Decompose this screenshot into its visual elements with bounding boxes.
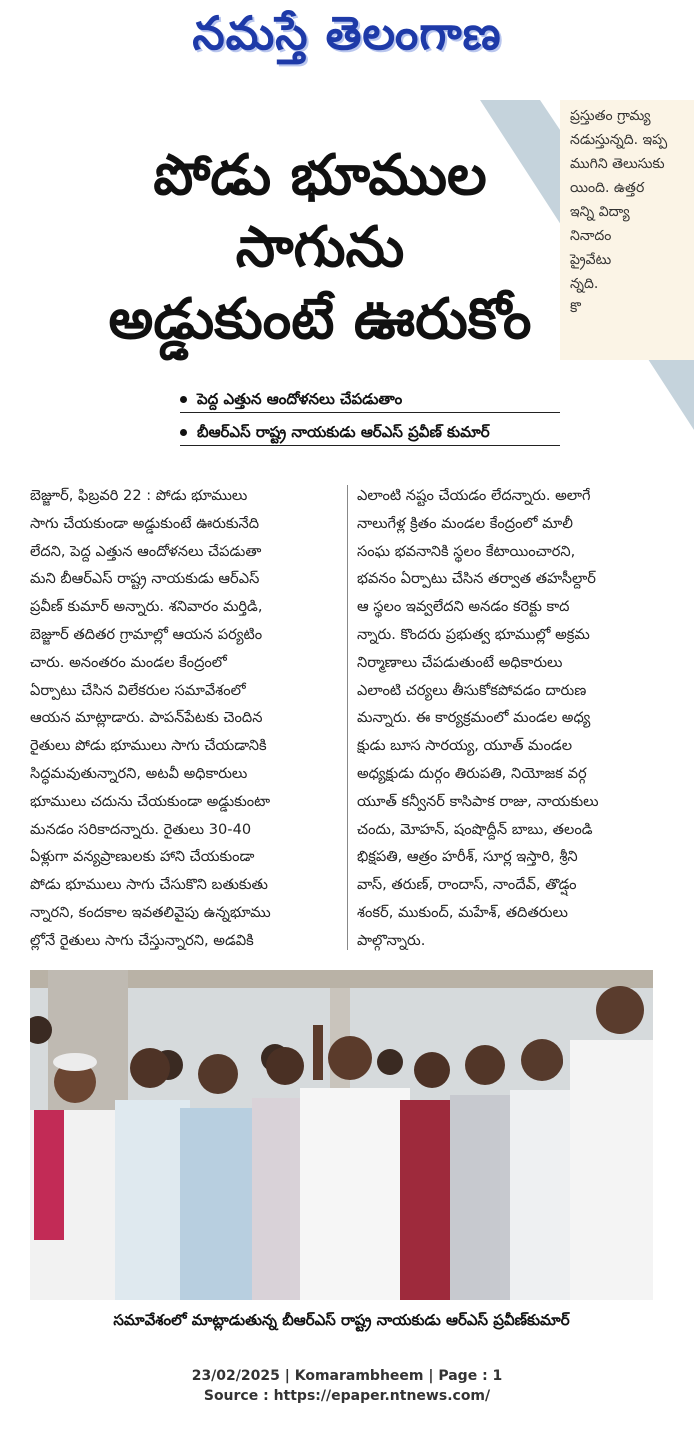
article-line: చందు, మోహన్, షంషొద్దీన్ బాబు, తలండి (357, 820, 593, 838)
subheading (180, 388, 560, 413)
article-line: ఎలాంటి నష్టం చేయడం లేదన్నారు. అలాగే (357, 487, 591, 504)
photo-caption: సమావేశంలో మాట్లాడుతున్న బీఆర్‌ఎస్ రాష్ట్ర నాయకుడు ఆర్‌ఎస్ ప్రవీణ్‌కుమార్ (113, 1311, 570, 1329)
snippet-line: ఇన్ని విద్యా (570, 204, 630, 220)
article-line: వాస్, తరుణ్, రాందాస్, నాందేవ్, తొడ్షం (357, 876, 577, 894)
snippet-line: ముగిని తెలుసుకు (570, 156, 665, 172)
headline-line-3: అడ్డుకుంటే ఊరుకోం (108, 287, 532, 352)
article-line: నాలుగేళ్ల క్రితం మండల కేంద్రంలో మాలీ (357, 514, 573, 532)
masthead (0, 0, 694, 90)
column-divider (347, 485, 348, 950)
article-column-left (30, 482, 342, 955)
snippet-line: నినాదం (570, 228, 612, 244)
article-line: నిర్మాణాలు చేపడుతుంటే అధికారులు (357, 653, 563, 671)
article-line: చారు. అనంతరం మండల కేంద్రంలో (30, 653, 227, 671)
headline-line-1: పోడు భూముల (153, 143, 487, 208)
article-line: ఏళ్లుగా వన్యప్రాణులకు హాని చేయకుండా (30, 848, 255, 866)
article-column-right (357, 482, 669, 955)
snippet-line: యింది. ఉత్తర (570, 180, 645, 196)
masthead-logo: నమస్తే తెలంగాణ (192, 6, 502, 60)
article-line: భూములు చదును చేయకుండా అడ్డుకుంటా (30, 792, 271, 810)
article-line: అధ్యక్షుడు దుర్గం తిరుపతి, నియోజక వర్గ (357, 764, 587, 782)
article-line: ఏర్పాటు చేసిన విలేకరుల సమావేశంలో (30, 681, 246, 699)
article-line: రైతులు పోడు భూములు సాగు చేయడానికి (30, 737, 267, 755)
photo-illustration (30, 970, 653, 1300)
article-line: ల్లోనే రైతులు సాగు చేస్తున్నారని, అడవికి (30, 931, 254, 949)
subheading-text: బీఆర్‌ఎస్ రాష్ట్ర నాయకుడు ఆర్‌ఎస్ ప్రవీణ్ కుమార్ (197, 423, 490, 441)
snippet-line: ప్రైవేటు (570, 252, 612, 268)
snippet-line: ప్రస్తుతం గ్రామ్య (570, 108, 651, 124)
article-line: బెజ్జూర్, ఫిబ్రవరి 22 : పోడు భూములు (30, 487, 248, 504)
article-line: న్నారు. కొందరు ప్రభుత్వ భూముల్లో అక్రమ (357, 625, 590, 643)
footer-source: Source : https://epaper.ntnews.com/ (203, 1388, 491, 1404)
article-line: సిద్ధమవుతున్నారని, అటవీ అధికారులు (30, 764, 248, 782)
article-line: న్నారని, కందకాల ఇవతలివైపు ఉన్నభూము (30, 903, 271, 921)
footer-date-edition: 23/02/2025 | Komarambheem | Page : 1 (191, 1368, 503, 1384)
footer (0, 1366, 694, 1406)
article-line: ఎలాంటి చర్యలు తీసుకోకపోవడం దారుణ (357, 681, 587, 699)
snippet-line: న్నది. (570, 276, 599, 292)
article-line: క్షుడు బూస సారయ్య, యూత్ మండల (357, 737, 573, 755)
news-photo (30, 970, 653, 1300)
article-line: పాల్గొన్నారు. (357, 931, 426, 949)
article-line: యూత్ కన్వీనర్ కాసిపాక రాజు, నాయకులు (357, 792, 599, 810)
bullet-icon (180, 429, 187, 436)
article-line: భవనం ఏర్పాటు చేసిన తర్వాత తహసీల్దార్ (357, 570, 596, 588)
article-line: మని బీఆర్‌ఎస్ రాష్ట్ర నాయకుడు ఆర్‌ఎస్ (30, 570, 260, 588)
headline (20, 140, 620, 356)
article-line: సంఘ భవనానికి స్థలం కేటాయించారని, (357, 542, 576, 560)
article-line: ప్రవీణ్ కుమార్ అన్నారు. శనివారం మర్తిడి, (30, 598, 263, 616)
article-line: ఆ స్థలం ఇవ్వలేదని అనడం కరెక్టు కాద (357, 598, 570, 616)
article-line: ఆయన మాట్లాడారు. పాపన్‌పేటకు చెందిన (30, 709, 263, 727)
article-line: లేదని, పెద్ద ఎత్తున ఆందోళనలు చేపడుతా (30, 542, 262, 560)
article-line: సాగు చేయకుండా అడ్డుకుంటే ఊరుకునేది (30, 514, 260, 532)
headline-line-2: సాగును (235, 215, 405, 280)
subheading (180, 421, 560, 446)
article-line: మన్నారు. ఈ కార్యక్రమంలో మండల అధ్య (357, 709, 591, 727)
article-line: మనడం సరికాదన్నారు. రైతులు 30-40 (30, 820, 252, 838)
article-line: శంకర్, ముకుంద్, మహేశ్, తదితరులు (357, 903, 568, 921)
snippet-line: కొ (570, 300, 581, 316)
article-line: బెజ్జూర్ తదితర గ్రామాల్లో ఆయన పర్యటిం (30, 625, 263, 643)
subheadings (180, 388, 560, 454)
article-line: భిక్షపతి, ఆత్రం హరీశ్, సూర్ల ఇస్తారి, శ్రీని (357, 848, 578, 866)
bullet-icon (180, 396, 187, 403)
subheading-text: పెద్ద ఎత్తున ఆందోళనలు చేపడుతాం (197, 390, 403, 408)
article-line: పోడు భూములు సాగు చేసుకొని బతుకుతు (30, 876, 268, 894)
snippet-line: నడుస్తున్నది. ఇప్ప (570, 132, 668, 148)
